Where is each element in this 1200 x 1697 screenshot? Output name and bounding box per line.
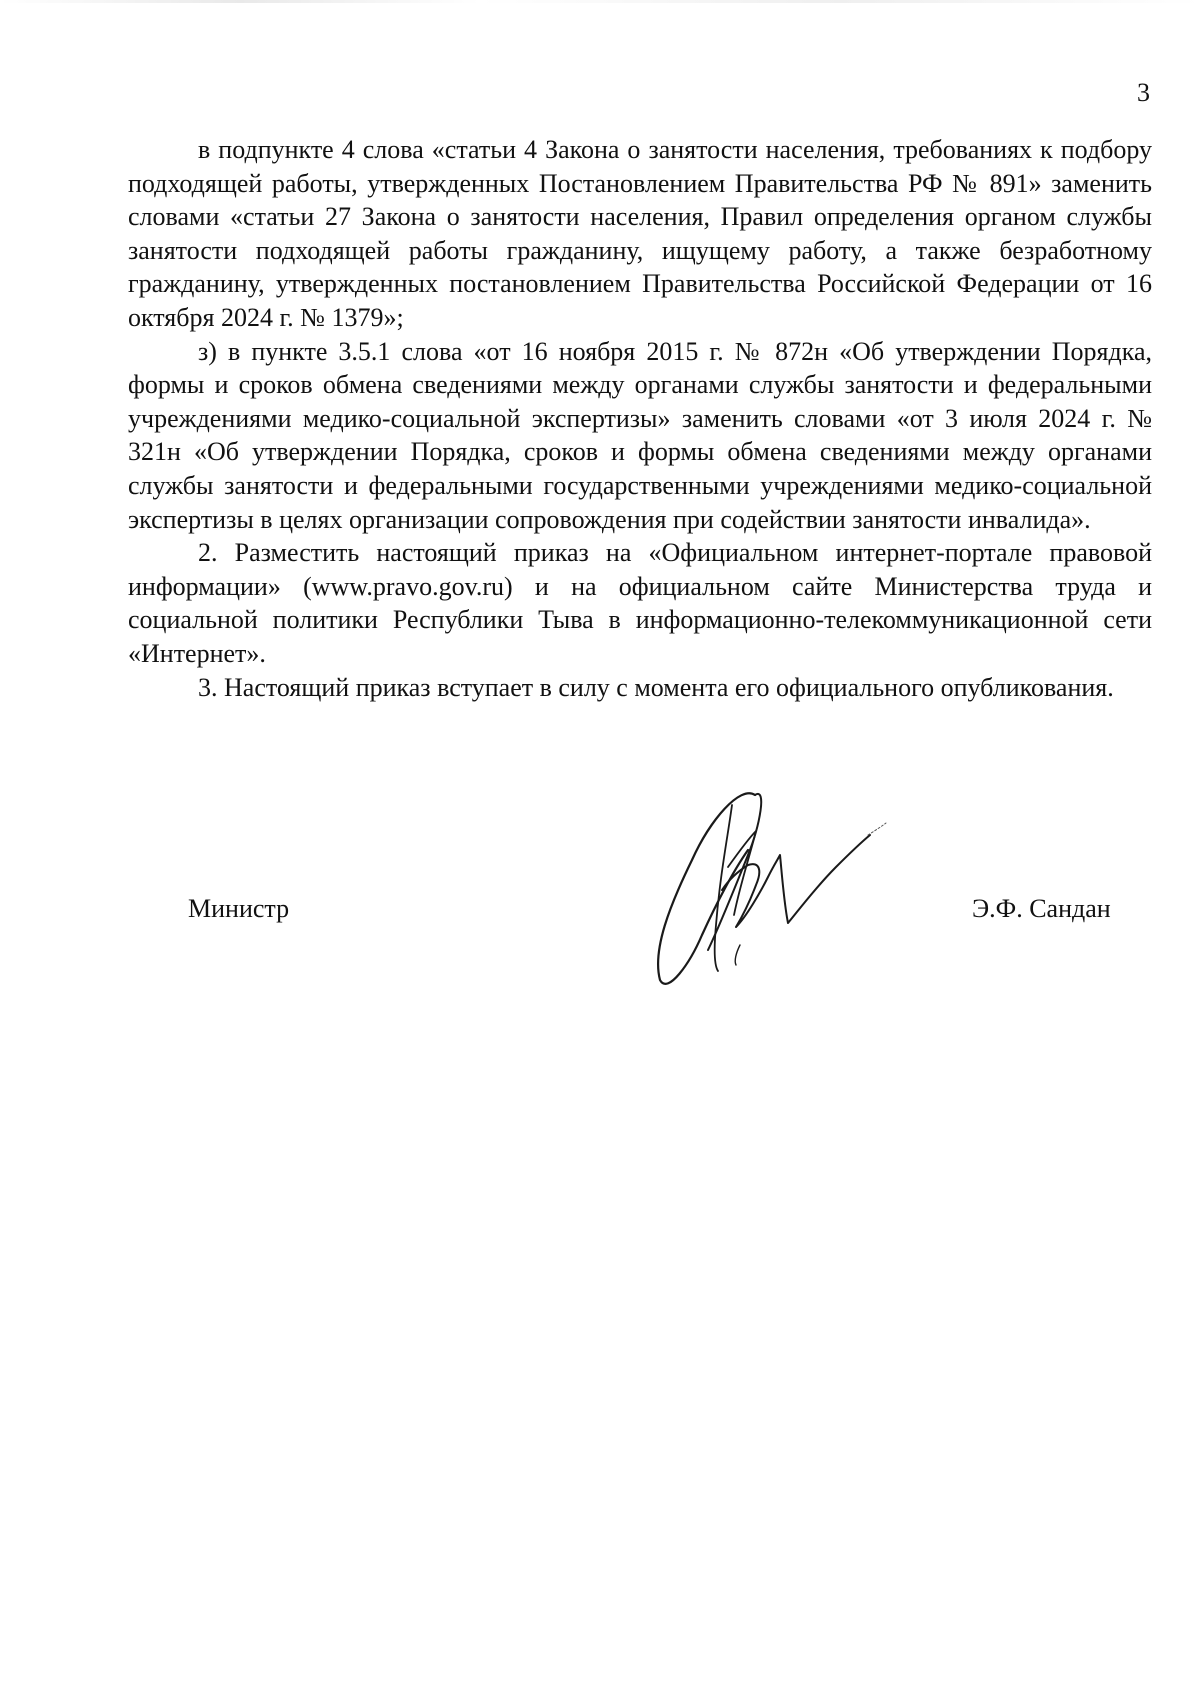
paragraph-subpoint-4: в подпункте 4 слова «статьи 4 Закона о занятости населения, требованиях к подбору подходящей работы, утвержденных Постановлением Правительства РФ № 891» заменить словами «статьи 27 Закона о занятости населения, Правил определения органом службы занятости подходящей работы гражданину, ищущему работу, а также безработному гражданину, утвержденных постановлением Правительства Российской Федерации от 16 октября 2024 г. № 1379»; [128,135,1152,332]
paragraph-point-3-5-1: з) в пункте 3.5.1 слова «от 16 ноября 2015 г. № 872н «Об утверждении Порядка, формы и сроков обмена сведениями между органами службы занятости и федеральными учреждениями медико-социальной экспертизы» заменить словами «от 3 июля 2024 г. № 321н «Об утверждении Порядка, сроков и формы обмена сведениями между органами службы занятости и федеральными государственными учреждениями медико-социальной экспертизы в целях организации сопровождения при содействии занятости инвалида». [128,336,1152,534]
handwritten-signature [630,775,890,995]
document-body [128,133,1152,704]
paragraph-effective-date: 3. Настоящий приказ вступает в силу с момента его официального опубликования. [198,672,1114,702]
scan-edge [0,0,1200,3]
signatory-name: Э.Ф. Сандан [972,894,1111,923]
page-number: 3 [1137,78,1150,107]
signatory-title: Министр [188,894,290,923]
paragraph-publication: 2. Разместить настоящий приказ на «Официальном интернет-портале правовой информации» (www.pravo.gov.ru) и на официальном сайте Министерства труда и социальной политики Республики Тыва в информационно-телекоммуникационной сети «Интернет». [128,538,1152,668]
